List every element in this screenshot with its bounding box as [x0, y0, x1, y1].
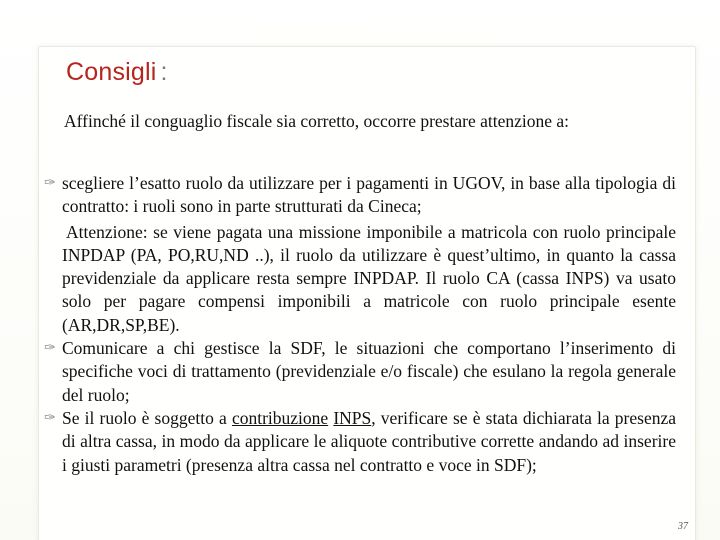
pen-bullet-icon: ✑ [44, 341, 56, 357]
bullet-text-after: , verificare se è stata dichiarata la presenza di altra cassa, in modo da applicare le aliquote contributive corrette andando ad inserire i giusti parametri (presenza altra cassa nel contratto e voce in SDF); [62, 407, 676, 475]
underlined-term: contribuzione [231, 407, 329, 428]
pen-bullet-icon: ✑ [44, 176, 56, 191]
slide-title [66, 58, 168, 87]
attention-paragraph [42, 221, 676, 337]
bullet-item-1 [42, 172, 676, 219]
intro-text: Affinché il conguaglio fiscale sia corretto, occorre prestare attenzione a: [64, 111, 569, 131]
attention-text: Attenzione: se viene pagata una missione imponibile a matricola con ruolo principale INPDAP (PA, PO,RU,ND ..), il ruolo da utilizzare è quest’ultimo, in quanto la cassa previdenziale da applicare resta sempre INPDAP. Il ruolo CA (cassa INPS) va usato solo per pagare compensi imponibili a matricole con ruolo principale esente (AR,DR,SP,BE). [62, 221, 676, 335]
bullet-item-2 [42, 337, 676, 407]
bullet-list [42, 172, 676, 477]
pen-bullet-icon: ✑ [44, 410, 56, 426]
slide-title-text: Consigli [66, 58, 157, 86]
bullet-text: Comunicare a chi gestisce la SDF, le situazioni che comportano l’inserimento di specifiche voci di trattamento (previdenziale e/o fiscale) che esulano la regola generale del ruolo; [62, 338, 676, 405]
slide-title-colon: : [160, 58, 168, 86]
bullet-text-before: Se il ruolo è soggetto a [62, 407, 227, 428]
bullet-item-3 [42, 407, 676, 477]
page-number: 37 [678, 521, 688, 532]
underlined-term: INPS [333, 407, 372, 428]
intro-paragraph [62, 110, 674, 133]
bullet-text: scegliere l’esatto ruolo da utilizzare per i pagamenti in UGOV, in base alla tipologia di contratto: i ruoli sono in parte strutturati da Cineca; [62, 173, 676, 217]
